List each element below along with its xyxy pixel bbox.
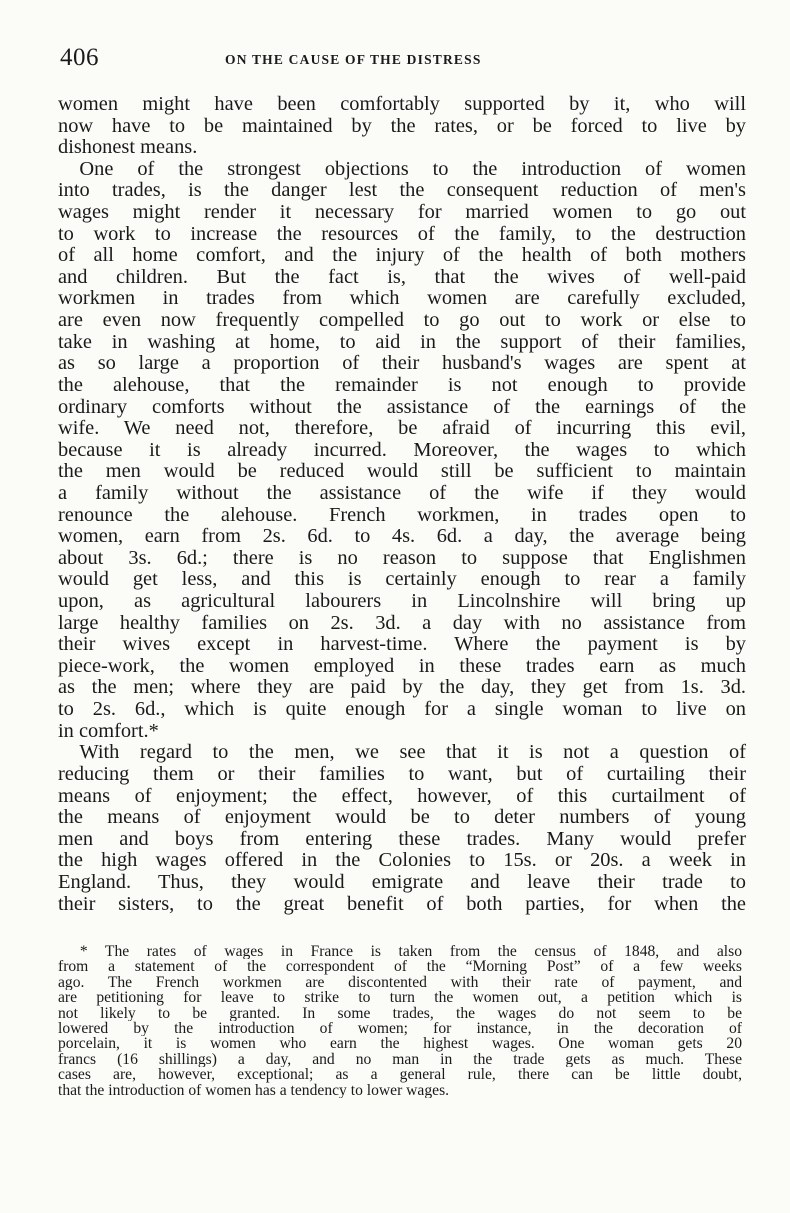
body-line: a family without the assistance of the wife if they would xyxy=(58,482,746,504)
footnote-line: from a statement of the correspondent of the “Morning Post” of a few weeks xyxy=(58,959,742,975)
body-line: and children. But the fact is, that the wives of well-paid xyxy=(58,266,746,288)
body-line: in comfort.* xyxy=(58,720,159,742)
body-line: ordinary comforts without the assistance of the earnings of the xyxy=(58,396,746,418)
body-line: renounce the alehouse. French workmen, in trades open to xyxy=(58,504,746,526)
page-number: 406 xyxy=(60,44,99,71)
body-line: reducing them or their families to want, but of curtailing their xyxy=(58,763,746,785)
running-head: ON THE CAUSE OF THE DISTRESS xyxy=(225,52,482,67)
footnote-line: lowered by the introduction of women; for instance, in the decoration of xyxy=(58,1020,742,1037)
body-line: women, earn from 2s. 6d. to 4s. 6d. a day, the average being xyxy=(58,526,746,548)
body-line: the means of enjoyment would be to deter numbers of young xyxy=(58,807,746,829)
body-line: large healthy families on 2s. 3d. a day with no assistance from xyxy=(58,612,746,634)
body-line: One of the strongest objections to the introduction of women xyxy=(79,158,746,180)
body-line: wages might render it necessary for married women to go out xyxy=(58,202,746,224)
body-line: women might have been comfortably supported by it, who will xyxy=(58,94,746,115)
body-line: With regard to the men, we see that it is not a question of xyxy=(79,742,746,764)
body-line: upon, as agricultural labourers in Lincolnshire will bring up xyxy=(58,591,746,613)
body-line: the alehouse, that the remainder is not enough to provide xyxy=(58,374,746,396)
footnote-line: are petitioning for leave to strike to turn the women out, a petition which is xyxy=(58,990,742,1006)
body-line: their sisters, to the great benefit of both parties, for when the xyxy=(58,893,746,915)
body-line: would get less, and this is certainly enough to rear a family xyxy=(58,569,746,591)
footnote-line: cases are, however, exceptional; as a general rule, there can be little doubt, xyxy=(58,1067,742,1083)
footnote xyxy=(58,944,742,1098)
footnote-line: ago. The French workmen are discontented with their rate of payment, and xyxy=(58,974,742,991)
body-line: as the men; where they are paid by the day, they get from 1s. 3d. xyxy=(58,677,746,699)
footnote-line: that the introduction of women has a tendency to lower wages. xyxy=(58,1082,450,1098)
footnote-line: not likely to be granted. In some trades, the wages do not seem to be xyxy=(58,1005,742,1021)
body-line: to 2s. 6d., which is quite enough for a single woman to live on xyxy=(58,699,746,721)
body-line: England. Thus, they would emigrate and leave their trade to xyxy=(58,871,746,893)
body-line: about 3s. 6d.; there is no reason to suppose that Englishmen xyxy=(58,547,746,569)
body-text xyxy=(58,94,746,915)
body-line: to work to increase the resources of the family, to the destruction xyxy=(58,223,746,245)
body-line: workmen in trades from which women are carefully excluded, xyxy=(58,288,746,310)
body-line: as so large a proportion of their husband's wages are spent at xyxy=(58,353,746,375)
body-line: into trades, is the danger lest the consequent reduction of men's xyxy=(58,180,746,202)
body-line: means of enjoyment; the effect, however, of this curtailment of xyxy=(58,785,746,807)
footnote-line: francs (16 shillings) a day, and no man in the trade gets as much. These xyxy=(58,1051,742,1068)
body-line: men and boys from entering these trades. Many would prefer xyxy=(58,828,746,850)
body-line: now have to be maintained by the rates, or be forced to live by xyxy=(58,115,746,137)
body-line: the high wages offered in the Colonies to 15s. or 20s. a week in xyxy=(58,850,746,872)
body-line: their wives except in harvest-time. Where the payment is by xyxy=(58,634,746,656)
body-line: wife. We need not, therefore, be afraid of incurring this evil, xyxy=(58,418,746,440)
body-line: of all home comfort, and the injury of the health of both mothers xyxy=(58,245,746,267)
footnote-line: porcelain, it is women who earn the highest wages. One woman gets 20 xyxy=(58,1036,742,1052)
body-line: are even now frequently compelled to go out to work or else to xyxy=(58,310,746,332)
body-line: take in washing at home, to aid in the support of their families, xyxy=(58,331,746,353)
body-line: piece-work, the women employed in these trades earn as much xyxy=(58,655,746,677)
body-line: because it is already incurred. Moreover, the wages to which xyxy=(58,439,746,461)
footnote-line: * The rates of wages in France is taken from the census of 1848, and also xyxy=(79,944,742,960)
body-line: dishonest means. xyxy=(58,137,198,159)
body-line: the men would be reduced would still be sufficient to maintain xyxy=(58,461,746,483)
